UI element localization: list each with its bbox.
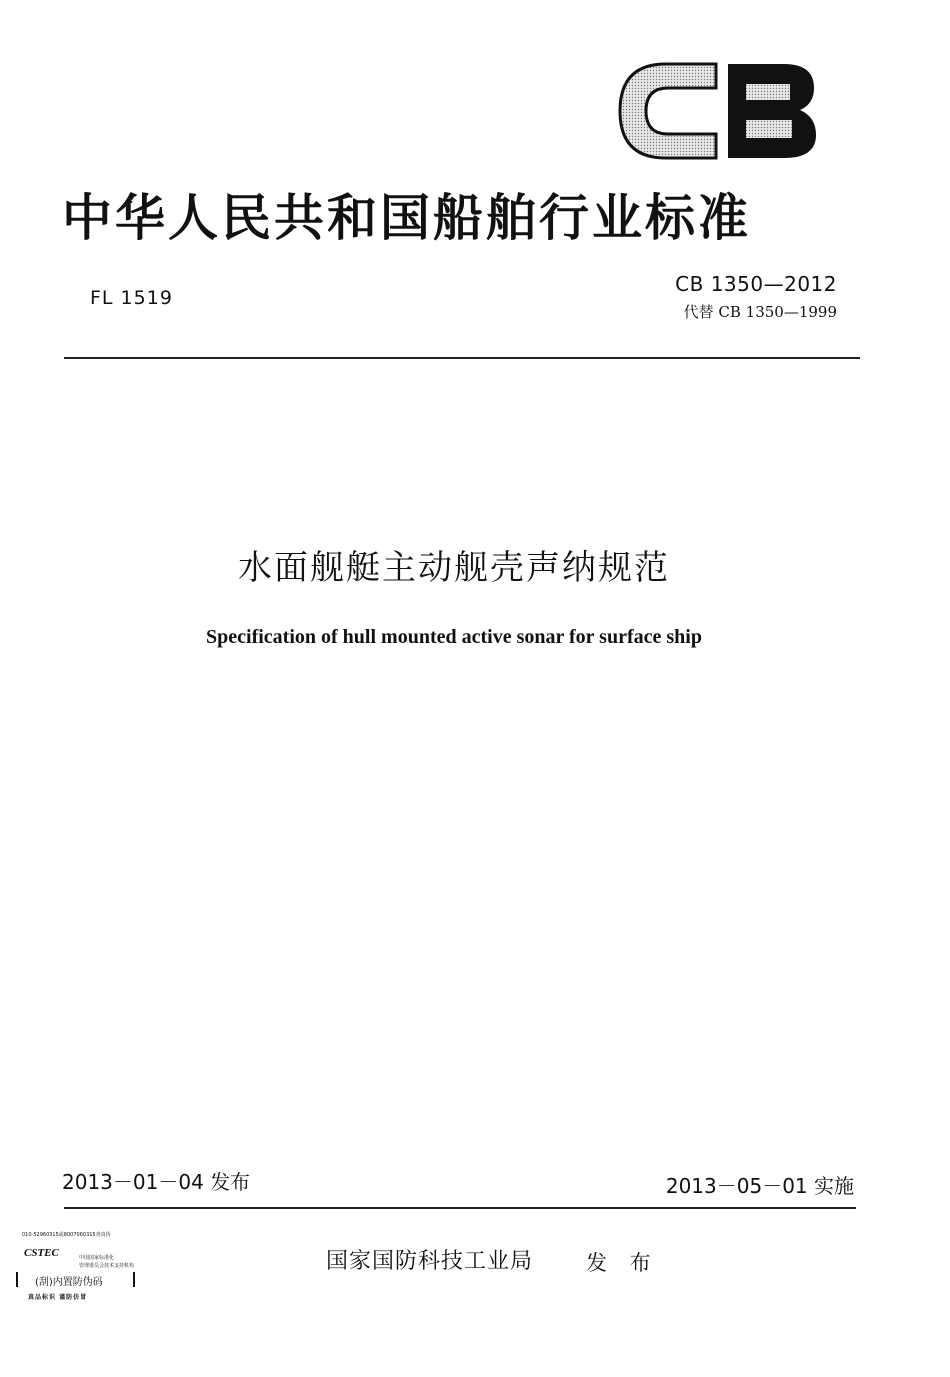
standard-number: CB 1350—2012 <box>675 272 837 296</box>
cb-logo <box>616 60 821 162</box>
stamp-bracket-left <box>16 1272 18 1287</box>
standard-type-title: 中华人民共和国船舶行业标准 <box>62 189 751 247</box>
stamp-logo: CSTEC <box>24 1247 59 1259</box>
replaces-standard: 代替 CB 1350—1999 <box>683 303 837 321</box>
stamp-phone-line: 010-52960315或8007060315查真伪 <box>22 1232 111 1238</box>
stamp-code-label: (刮)内置防伪码 <box>35 1277 103 1288</box>
classification-code: FL 1519 <box>90 287 173 309</box>
issue-date: 2013－01－04 发布 <box>62 1170 251 1194</box>
document-title-chinese: 水面舰艇主动舰壳声纳规范 <box>238 548 670 588</box>
publisher-name: 国家国防科技工业局 <box>326 1249 534 1274</box>
publish-label: 发 布 <box>586 1251 659 1275</box>
stamp-bracket-right <box>133 1272 135 1287</box>
stamp-org-line-2: 管理委员会技术支持机构 <box>79 1263 135 1269</box>
document-title-english: Specification of hull mounted active sonar for surface ship <box>206 626 702 648</box>
implementation-date: 2013－05－01 实施 <box>665 1174 854 1198</box>
stamp-footer: 真品标识 谨防仿冒 <box>28 1294 88 1301</box>
stamp-org-line-1: 中国国家标准化 <box>79 1255 115 1261</box>
footer-divider <box>64 1207 856 1209</box>
header-divider <box>64 357 860 359</box>
